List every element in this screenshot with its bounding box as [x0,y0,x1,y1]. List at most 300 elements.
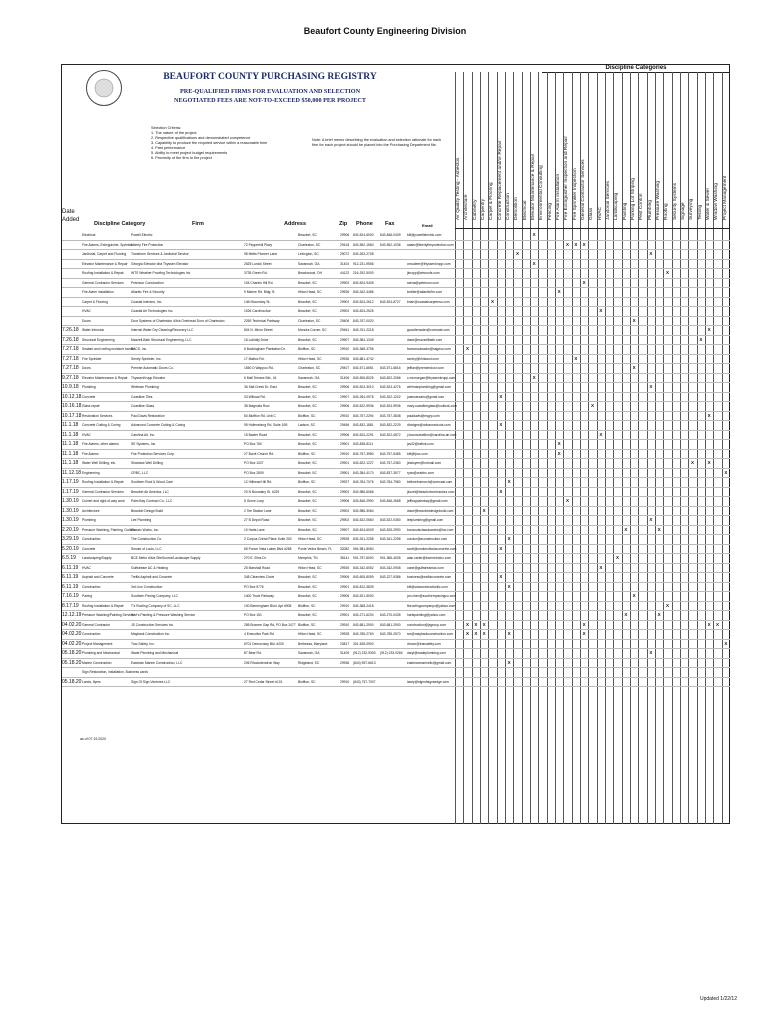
cell-firm: Beaufort Air America, LLC [131,489,169,494]
cell-firm: SACS, Inc. [131,347,148,351]
discipline-check-mark: X [724,640,728,646]
cell-cat: Fire Alarms, Extinguisher, Sprinkler [82,242,134,247]
cell-city: Memphis, TN [298,556,318,560]
cell-email: jcs32@selink.com [407,442,434,446]
table-row [62,545,730,555]
cell-city: Beaufort, SC [298,299,317,304]
discipline-label: Parking Lot Striping [631,178,636,220]
cell-zip: 38141 [340,556,350,560]
cell-cat: Plumbing [82,518,96,522]
cell-fax: 843-757-3848 [380,413,401,418]
cell-phone: 843-384-1349 [353,337,374,342]
cell-zip: 29906 [340,404,350,408]
cell-fax: 843-832-2229 [380,423,401,427]
cell-phone: 843-605-8059 [353,575,374,579]
cell-cat: Pressure Washing, Painting, Gutters [82,527,136,532]
category-header: Discipline Category [94,221,146,227]
cell-city: Hilton Head, SC [298,565,322,570]
table-row [62,573,730,583]
cell-zip: 29906 [340,594,350,598]
cell-zip: 29910 [340,413,350,418]
criteria-line: 1. The nature of the project [151,131,197,135]
table-row [62,393,730,403]
cell-fax: 843-322-1202 [380,394,401,399]
cell-cat: Fire Alarms [82,451,99,456]
cell-date: 12.12.19 [62,612,82,618]
cell-phone: 843-524-2291 [353,432,374,437]
cell-addr: 15 Baxter Road [244,432,267,437]
cell-zip: 29901 [340,613,350,617]
table-row [62,554,730,564]
cell-phone: 843-812-3839 [353,584,374,589]
discipline-check-mark: X [632,317,636,323]
cell-addr: 2269 Technical Parkway [244,318,280,323]
cell-email: adam@libertyfireprotection.com [407,242,454,247]
cell-date: 2.20.19 [62,526,79,533]
table-row [62,640,730,650]
cell-email: dave@beaufortdesignbuild.com [407,508,454,513]
discipline-check-mark: X [624,526,628,532]
table-row [62,279,730,289]
updated-date: Updated 1/22/12 [700,996,737,1002]
cell-firm: Smoke of Louis, LLC [131,546,162,551]
cell-cat: Doors [82,318,91,323]
cell-email: sentry@hhisland.com [407,356,439,361]
cell-addr: 27 Burnt Church Rd. [244,451,275,456]
cell-date: 10.17.18 [62,412,82,419]
county-seal-logo [86,70,122,106]
cell-cat: Construction [82,632,101,636]
cell-cat: Glass repair [82,404,100,408]
discipline-check-mark: X [657,526,661,532]
cell-email: oane@gulfstreamac.com [407,565,444,570]
cell-email: bill@powellelectric.com [407,233,442,237]
discipline-label: Security Systems [672,182,678,220]
cell-firm: Liberty Fire Protection [131,242,164,247]
discipline-label: Window Washing [714,183,720,220]
cell-cat: Carpet & Flooring [82,299,108,304]
cell-phone: 843-986-3064 [353,508,374,513]
cell-firm: Beaufort Design Build [131,508,163,513]
cell-zip: 29906 [340,499,350,503]
cell-date: 11.1.18 [62,441,79,447]
discipline-check-mark: X [574,241,578,247]
cell-phone: 843-524-2525 [353,309,374,313]
cell-firm: Trac Safety, Inc. [131,641,155,646]
discipline-check-mark: X [582,241,586,247]
cell-addr: 5 Grove Loop [244,499,264,503]
cell-date: 7.27.18 [62,346,79,352]
cell-city: Charleston, SC [298,366,321,370]
criteria-line: 6. Proximity of the firm to the project [151,156,212,160]
cell-fax: 843-342-0908 [380,565,401,570]
cell-email: jknopp@wtsroofs.com [407,271,440,275]
discipline-check-mark: X [499,393,503,399]
date-added-header [62,208,79,224]
discipline-check-mark: X [616,555,620,560]
discipline-check-mark: X [599,564,603,570]
discipline-label: Architecture [464,194,470,220]
cell-cat: Marine Construction [82,660,112,665]
cell-phone: 843-524-6000 [353,233,374,237]
cell-email: jkozel@beaufortcontractors.com [407,489,455,494]
discipline-check-mark: X [582,279,586,285]
cell-phone: 843-757-2294 [353,413,374,418]
discipline-label: Carpentry [481,198,486,220]
cell-date: 3.29.19 [62,536,79,542]
discipline-check-mark: X [499,545,503,551]
cell-zip: 29902 [340,508,350,513]
cell-addr: PO Box 760 [244,442,262,446]
cell-phone: 843-524-9405 [353,280,374,285]
cell-city: Bluffton, SC [298,347,316,351]
discipline-label: Fire Extinguisher Inspection and Repair [564,136,570,220]
cell-email: cmcaleer@thyssenkrupp.com [407,261,451,266]
cell-phone: 843-368-3756 [353,347,374,351]
table-row [62,583,730,593]
discipline-check-mark: X [566,241,570,247]
cell-fax: 843-846-2668 [380,499,401,503]
cell-addr: 20 N Boundary St. #229 [244,489,280,494]
table-row [62,621,730,631]
cell-cat: General Contractor Services [82,280,124,285]
table-row [62,440,730,450]
cell-fax: 843-341-2258 [380,537,401,541]
cell-date: 1.17.19 [62,488,79,495]
cell-addr: 17 Mattox Rd. [244,356,265,361]
cell-zip: 29906 [340,385,350,389]
cell-fax: 843-837-3577 [380,470,401,475]
discipline-check-mark: X [507,536,511,541]
cell-phone: 843-341-2258 [353,537,374,541]
cell-firm: Southern Paving Company, LLC [131,594,179,598]
cell-phone: 843-524-2612 [353,299,374,304]
cell-zip: 29928 [340,632,350,636]
cell-cat: Fire Alarms, other alarms [82,442,119,446]
table-row [62,355,730,365]
discipline-label: Testing [697,204,703,220]
cell-date: 04.02.20 [62,621,82,628]
cell-addr: 6701 Democracy Bld. #200 [244,641,284,646]
table-row [62,241,730,251]
cell-city: Bluffton, SC [298,622,316,627]
cell-phone: 843-681-4742 [353,356,374,361]
cell-fax: 843-227-9386 [380,575,401,579]
discipline-check-mark: X [474,631,478,636]
table-row [62,497,730,507]
discipline-label: Water & Sewer [706,187,711,220]
discipline-check-mark: X [716,621,720,627]
discipline-check-mark: X [466,346,470,351]
cell-addr: 270 E. Elvis Dr. [244,556,267,560]
table-row [62,602,730,612]
discipline-check-mark: X [666,270,670,275]
discipline-categories-header: Discipline Categories [542,64,730,73]
cell-cat: Janitorial, Carpet and Flooring [82,252,127,256]
cell-zip: 29901 [340,442,350,446]
cell-addr: 100 Bermingham Blvd. Apt #908 [244,603,292,608]
cell-email: jelaloyen@hotmail.com [407,461,442,465]
discipline-check-mark: X [657,612,661,617]
cell-phone: 843-521-5000 [353,594,374,598]
cell-addr: 16 Loblolly Drive [244,337,269,342]
cell-city: Savannah, GA [298,375,320,380]
cell-city: Hilton Head, SC [298,537,322,541]
cell-email: dave@mazzellbath.com [407,337,443,342]
cell-fax: 843-571-6816 [380,366,401,370]
cell-fax: 843-522-0872 [380,432,401,437]
discipline-label: Painting [622,202,628,220]
cell-cat: Elevator Maintenance & Repair [82,375,128,380]
cell-zip: 29926 [340,565,350,570]
email-header: Email [422,223,433,228]
cell-cat: Elevator Maintenance & Repair [82,261,128,266]
cell-cat: HVAC [82,432,91,437]
discipline-check-mark: X [707,621,711,627]
cell-phone: (843) 757-7007 [353,679,376,684]
cell-addr: 87 Bear Rd. [244,651,262,655]
discipline-check-mark: X [566,498,570,503]
cell-cat: Structural Engineering [82,337,115,342]
discipline-label: Concrete Replacement and/or Repair [497,140,503,220]
cell-phone: 843-767-0020 [353,318,374,323]
cell-addr: PO Box 1027 [244,461,264,465]
cell-cat: Lands, flyers [82,679,101,684]
table-row [62,298,730,308]
cell-date: 05.18.20 [62,650,82,656]
discipline-label: Pest Control [639,193,645,220]
discipline-check-mark: X [691,460,695,465]
discipline-label: Fire Sprinkler Inspection [572,168,578,220]
cell-email: kmiller@atlanticfire.com [407,290,443,294]
discipline-check-mark: X [707,460,711,465]
cell-firm: JS Construction Services Inc [131,622,174,627]
cell-date: 05.18.20 [62,659,82,666]
table-row [62,288,730,298]
cell-email: mary.coastlineglass@outlook.com [407,404,457,408]
cell-email: eastmanmarinellc@gmail.com [407,660,452,665]
cell-zip: 29910 [340,603,350,608]
cell-addr: 2 Corpus Christi Place Suite 200 [244,537,292,541]
cell-city: Beaufort, SC [298,461,317,465]
cell-email: construction@jsgroup.com [407,622,447,627]
discipline-check-mark: X [649,517,653,522]
cell-email: raena@peterson.com [407,280,439,285]
cell-date: 1.30.19 [62,498,79,504]
cell-fax: 843-785-2570 [380,632,401,636]
cell-cat: Water Intrusion [82,328,105,332]
cell-cat: HVAC [82,565,91,570]
cell-fax: 843-784-7980 [380,480,401,484]
cell-city: Beaufort, SC [298,280,317,285]
discipline-check-mark: X [507,583,511,589]
discipline-check-mark: X [466,621,470,627]
cell-firm: Lee Plumbing [131,518,152,522]
cell-phone: 843-342-4486 [353,290,374,294]
cell-phone: 843-263-2708 [353,252,374,256]
cell-addr: 2625 Lunick Street [244,261,272,266]
cell-firm: Mazzell-Bath Structural Engineering, LLC [131,337,192,342]
discipline-check-mark: X [599,308,603,313]
cell-email: pauldavis@esgrp.com [407,413,440,418]
criteria-line: 4. Past performance [151,146,186,150]
cell-email: whitmanplumbing@gmail.com [407,385,452,389]
cell-phone: (912) 232-9300 [353,651,376,655]
discipline-check-mark: X [649,384,653,389]
cell-firm: Atlantic Fire & Security [131,290,165,294]
cell-addr: 14th Boundary St. [244,299,271,304]
cell-cat: Plumbing [82,385,96,389]
table-row [62,469,730,479]
cell-addr: 206 Rhododendron Way [244,660,280,665]
cell-city: Beaufort, SC [298,385,317,389]
cell-date: 04.02.20 [62,640,82,647]
cell-firm: Hart's Painting & Pressure Washing Service [131,613,196,617]
cell-email: leeplumbing@gmail.com [407,518,444,522]
cell-city: Ridgeland, SC [298,660,320,665]
table-row [62,630,730,640]
cell-firm: Peterson Construction [131,280,164,285]
table-row [62,516,730,526]
cell-city: Ladson, SC [298,423,316,427]
discipline-check-mark: X [591,403,595,408]
selection-note: Note: A brief memo describing the evaluation and selection rationale for each firm for each project should be placed into the Purchasing Department file. [312,138,442,147]
cell-zip: 29936 [340,660,350,665]
cell-phone: 912-231-9556 [353,261,374,266]
cell-zip: 29910 [340,347,350,351]
cell-addr: 98 Metts Pioneer Lane [244,252,278,256]
cell-phone: 843-784-7076 [353,480,374,484]
cell-firm: Southern Roof & Wood Care [131,480,173,484]
cell-email: bellmefromsrch@comcast.com [407,480,453,484]
table-row [62,336,730,346]
cell-addr: 95 Hollensburg Rd. Suite 10B [244,423,288,427]
discipline-label: HVAC [597,207,603,220]
cell-firm: Coastal Air Technologies Inc. [131,309,174,313]
cell-phone: 843-384-4170 [353,470,374,475]
cell-date: 11.1.18 [62,422,79,428]
criteria-line: Selection Criteria: [151,126,181,130]
cell-cat: Paving [82,594,93,598]
cell-date: 1.17.19 [62,479,79,485]
cell-zip: 29928 [340,537,350,541]
cell-zip: 29407 [340,366,350,370]
cell-firm: Carolina Air, Inc. [131,432,156,437]
discipline-check-mark: X [482,631,486,636]
discipline-check-mark: X [582,631,586,636]
cell-firm: Internal Water Dry Cleaning/Recovery LLC [131,328,194,332]
cell-phone: 843-522-0660 [353,518,374,522]
cell-firm: WTS Weather Proofing Technologies Inc [131,271,191,275]
discipline-label: Carpet & Flooring [489,182,495,220]
cell-zip: 29902 [340,489,350,494]
cell-cat: Fire Sprinkler [82,356,102,361]
cell-firm: Powell Electric [131,233,153,237]
cell-date: 9.27.18 [62,374,79,381]
header-separator [455,228,730,229]
discipline-check-mark: X [482,507,486,513]
cell-phone: 843-986-6066 [353,489,374,494]
discipline-check-mark: X [707,327,711,332]
discipline-label: Pressure Washing [656,180,661,220]
cell-date: 05.18.20 [62,678,82,685]
cell-phone: 843-846-2990 [353,499,374,503]
cell-zip: 29906 [340,575,350,579]
cell-email: bill@fpsc.com [407,451,428,456]
cell-fax: 843-525-2990 [380,527,401,532]
cell-firm: Wade Plumbing and Mechanical [131,651,179,655]
cell-phone: 843-785-2760 [353,632,374,636]
discipline-label: Fencing [547,202,553,220]
discipline-label: Project Management [722,175,728,220]
cell-fax: 843-757-5485 [380,451,401,456]
cell-firm: Maybank Construction Inc. [131,632,171,636]
discipline-check-mark: X [507,631,511,636]
cell-addr: 27 B Depot Road [244,518,270,522]
cell-cat: Engineering [82,470,100,475]
address-header: Address [284,221,307,227]
discipline-check-mark: X [632,593,636,598]
discipline-label: Fire Alarm Installation [556,173,561,220]
discipline-label: Janitorial Services [606,181,611,220]
cell-city: Savannah, GA [298,651,320,655]
cell-firm: Fire Protection Services Corp. [131,451,175,456]
discipline-label: Roofing [664,203,670,220]
cell-email: jeffian@premierdoor.com [407,366,444,370]
cell-addr: 1026 Carolina Ave [244,309,271,313]
registry-title: BEAUFORT COUNTY PURCHASING REGISTRY [163,72,377,82]
discipline-label: Demolition [514,197,520,220]
table-row [62,402,730,412]
discipline-label: Electrical [522,200,528,220]
cell-firm: Gulfstream AC & Heating [131,565,168,570]
cell-city: Bluffton, SC [298,679,316,684]
cell-firm: Coastal Interiors, Inc. [131,299,163,304]
cell-city: Beaufort, SC [298,432,317,437]
discipline-check-mark: X [532,260,536,266]
cell-email: business@wellisconcrete.com [407,575,452,579]
cell-zip: 29910 [340,679,350,684]
cell-zip: 29901 [340,584,350,589]
cell-cat: General Contractor [82,622,111,627]
added-header-label: Added [62,217,80,223]
cell-city: Beaufort, SC [298,394,317,399]
cell-fax: 843-757-2360 [380,461,401,465]
cell-addr: 27 Red Cedar Street #101 [244,679,283,684]
cell-cat: General Contractor Services [82,489,124,494]
cell-city: Bluffton, SC [298,603,316,608]
cell-zip: 29418 [340,242,350,247]
cell-addr: 38 Magnolia Row [244,404,270,408]
firm-header: Firm [192,221,204,227]
cell-addr: 1650 D Wappoo Rd. [244,366,274,370]
cell-date: 10.9.18 [62,384,79,390]
cell-email: c.mcmorgan@thyssenkrupp.com [407,375,456,380]
cell-date: 7.26.18 [62,336,79,343]
cell-date: 10.12.18 [62,393,82,400]
cell-email: gcoulterwater@comcast.com [407,328,450,332]
registry-subtitle-2: NEGOTIATED FEES ARE NOT-TO-EXCEED $50,000 PER PROJECT [174,97,366,104]
cell-date: 11.1.18 [62,431,79,438]
cell-zip: 29927 [340,480,350,484]
table-row [62,269,730,279]
discipline-label: Environmental Consulting [539,165,545,220]
cell-date: 8.17.19 [62,602,79,609]
cell-city: Bluffton, SC [298,451,316,456]
cell-email: bonsoulsclassicworks@inc.com [407,527,454,532]
criteria-line: 5. Ability to meet project budget requirements [151,151,228,155]
cell-cat: Construction [82,537,101,541]
